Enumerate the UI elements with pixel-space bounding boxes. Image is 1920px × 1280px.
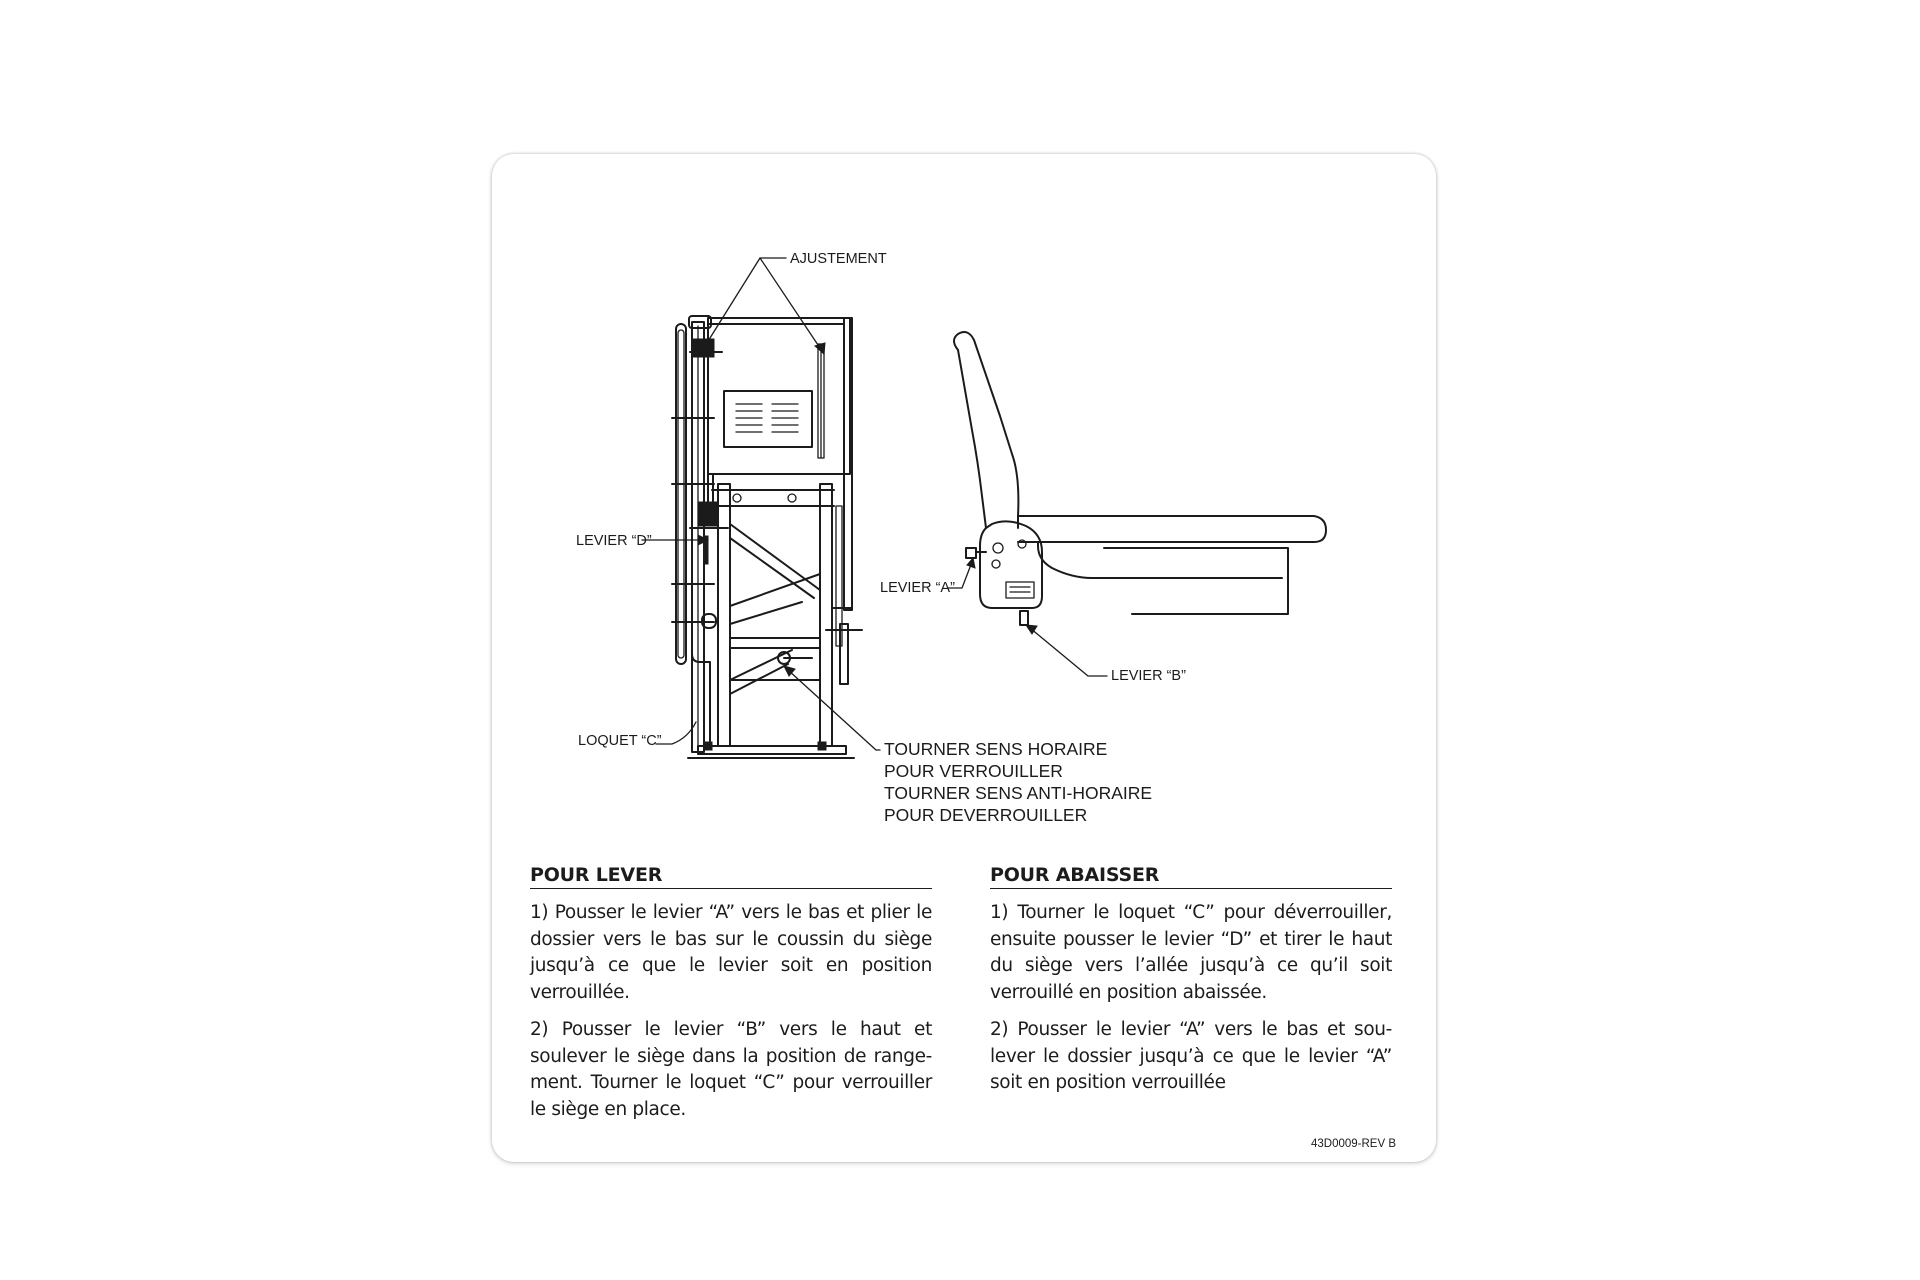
levier-a-label: LEVIER “A”	[880, 580, 955, 596]
tourner-line-2: POUR VERROUILLER	[884, 761, 1063, 781]
levier-a-callout	[880, 558, 975, 596]
pour-abaisser-section	[990, 864, 1392, 1097]
pour-abaisser-heading: POUR ABAISSER	[990, 864, 1392, 889]
pour-lever-step-2: 2) Pousser le levier “B” vers le haut et soulever le siège dans la position de range-ment. Tourner le loquet “C” pour verrouiller le siège en place.	[530, 1019, 932, 1120]
levier-b-label: LEVIER “B”	[1111, 668, 1186, 684]
pour-lever-section	[530, 864, 932, 1123]
unfolded-seat-drawing	[954, 332, 1326, 625]
pour-abaisser-step-1: 1) Tourner le loquet “C” pour déverrouiller, ensuite pousser le levier “D” et tirer le haut du siège vers l’allée jusqu’à ce qu’il soit verrouillé en position abaissée.	[990, 902, 1392, 1003]
levier-b-callout	[1026, 625, 1186, 684]
tourner-line-1: TOURNER SENS HORAIRE	[884, 739, 1108, 759]
tourner-line-4: POUR DEVERROUILLER	[884, 805, 1088, 825]
levier-d-callout	[576, 533, 708, 549]
ajustement-label: AJUSTEMENT	[790, 251, 887, 267]
ajustement-callout	[697, 251, 887, 354]
pour-lever-step-1: 1) Pousser le levier “A” vers le bas et plier le dossier vers le bas sur le coussin du siège jusqu’à ce que le levier soit en position verrouillée.	[530, 902, 932, 1003]
loquet-c-label: LOQUET “C”	[578, 733, 662, 749]
loquet-c-callout	[578, 722, 696, 749]
instruction-label-card	[492, 154, 1436, 1162]
reference-code: 43D0009-REV B	[1310, 1138, 1396, 1150]
pour-lever-heading: POUR LEVER	[530, 864, 932, 889]
tourner-line-3: TOURNER SENS ANTI-HORAIRE	[884, 783, 1153, 803]
levier-d-label: LEVIER “D”	[576, 533, 652, 549]
pour-abaisser-step-2: 2) Pousser le levier “A” vers le bas et sou-lever le dossier jusqu’à ce que le levier “A” soit en position verrouillée	[990, 1019, 1392, 1093]
